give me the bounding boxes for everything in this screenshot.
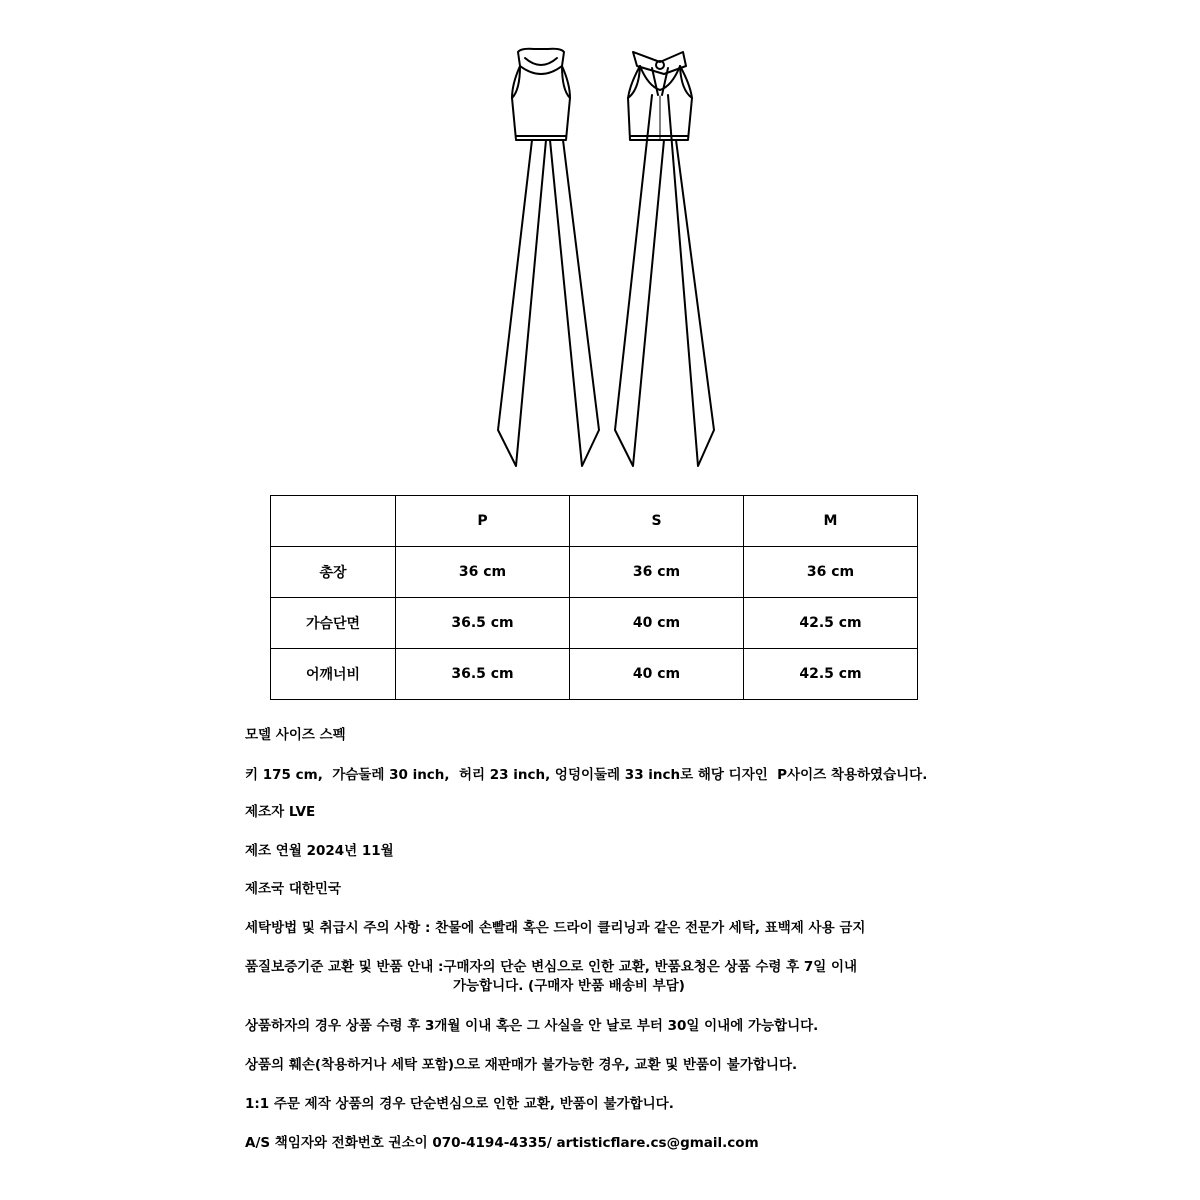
model-size-title: 모델 사이즈 스펙 xyxy=(245,727,346,743)
defect-policy: 상품하자의 경우 상품 수령 후 3개월 이내 혹은 그 사실을 안 날로 부터 30일 이내에 가능합니다. xyxy=(245,1018,819,1034)
as-contact: A/S 책임자와 전화번호 권소이 070-4194-4335/ artisticflare.cs@gmail.com xyxy=(245,1135,759,1151)
manufacture-date-text: 제조 연월 2024년 11월 xyxy=(245,843,394,859)
header-cell-size-m: M xyxy=(744,496,918,547)
table-cell: 36 cm xyxy=(396,547,570,598)
custom-order-policy: 1:1 주문 제작 상품의 경우 단순변심으로 인한 교환, 반품이 불가합니다. xyxy=(245,1096,674,1112)
row-label: 가슴단면 xyxy=(271,598,396,649)
header-cell-empty xyxy=(271,496,396,547)
table-row xyxy=(271,547,918,598)
table-cell: 36 cm xyxy=(744,547,918,598)
row-label: 어깨너비 xyxy=(271,649,396,700)
table-cell: 36 cm xyxy=(570,547,744,598)
table-header-row xyxy=(271,496,918,547)
table-cell: 40 cm xyxy=(570,649,744,700)
front-view-drawing xyxy=(498,49,599,466)
table-cell: 42.5 cm xyxy=(744,598,918,649)
back-view-drawing xyxy=(615,52,714,466)
country-text: 제조국 대한민국 xyxy=(245,881,341,897)
washing-instructions: 세탁방법 및 취급시 주의 사항 : 찬물에 손빨래 혹은 드라이 클리닝과 같은 전문가 세탁, 표백제 사용 금지 xyxy=(245,920,866,936)
header-cell-size-p: P xyxy=(396,496,570,547)
header-cell-size-s: S xyxy=(570,496,744,547)
table-cell: 42.5 cm xyxy=(744,649,918,700)
table-cell: 36.5 cm xyxy=(396,649,570,700)
model-size-spec: 키 175 cm, 가슴둘레 30 inch, 허리 23 inch, 엉덩이둘레 33 inch로 해당 디자인 P사이즈 착용하였습니다. xyxy=(245,767,928,783)
table-row xyxy=(271,649,918,700)
table-cell: 36.5 cm xyxy=(396,598,570,649)
table-row xyxy=(271,598,918,649)
manufacturer-text: 제조자 LVE xyxy=(245,804,316,820)
damage-policy: 상품의 훼손(착용하거나 세탁 포함)으로 재판매가 불가능한 경우, 교환 및 반품이 불가합니다. xyxy=(245,1057,798,1073)
row-label: 총장 xyxy=(271,547,396,598)
quality-guarantee-line2: 가능합니다. (구매자 반품 배송비 부담) xyxy=(453,978,685,994)
garment-technical-drawing xyxy=(0,0,1200,480)
quality-guarantee-line1: 품질보증기준 교환 및 반품 안내 :구매자의 단순 변심으로 인한 교환, 반품요청은 상품 수령 후 7일 이내 xyxy=(245,959,858,975)
table-cell: 40 cm xyxy=(570,598,744,649)
size-chart-table xyxy=(270,495,918,700)
